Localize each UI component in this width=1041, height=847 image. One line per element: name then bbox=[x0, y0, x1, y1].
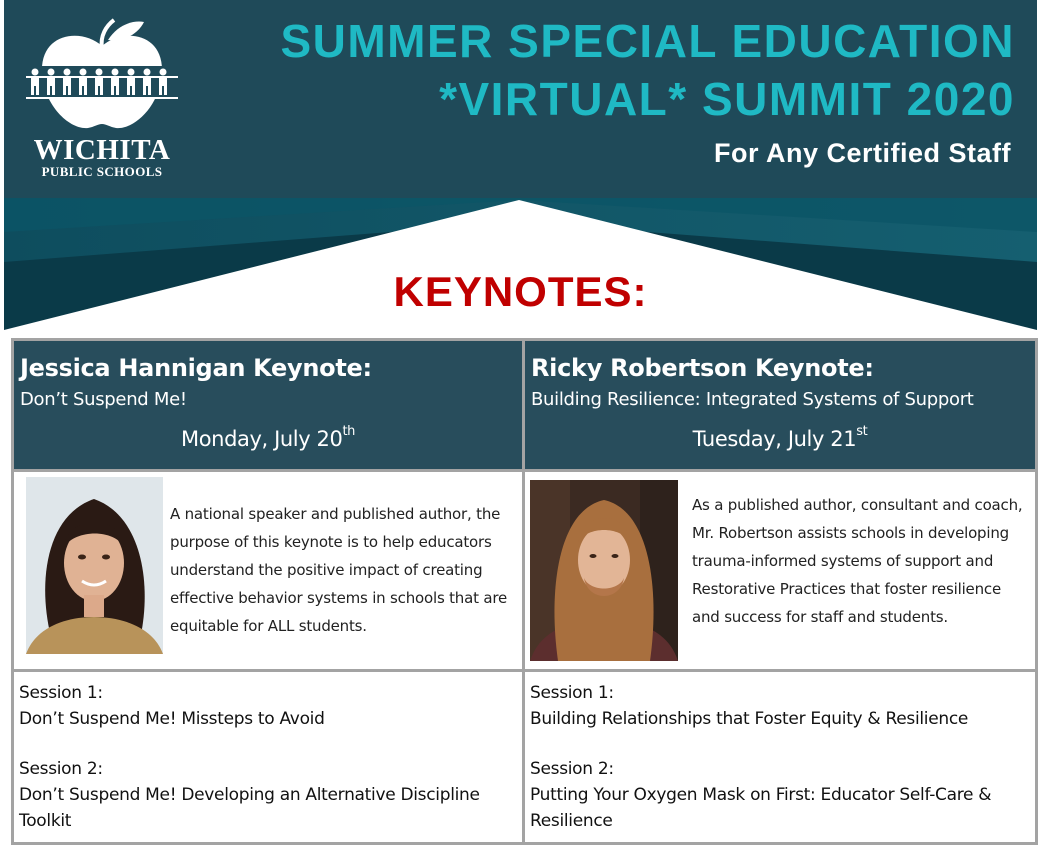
title-line-1: SUMMER SPECIAL EDUCATION bbox=[280, 15, 1015, 67]
keynote-session-row bbox=[13, 671, 1037, 844]
keynote-date-suffix: st bbox=[856, 424, 868, 439]
keynote-date bbox=[20, 424, 516, 451]
keynote-name: Ricky Robertson Keynote: bbox=[531, 354, 874, 382]
session-cell-hannigan bbox=[13, 671, 524, 844]
session-1-label: Session 1: bbox=[19, 683, 103, 703]
keynote-date-suffix: th bbox=[342, 424, 355, 439]
logo-word: WICHITA bbox=[33, 134, 171, 166]
session-1-title: Building Relationships that Foster Equity & Resilience bbox=[530, 709, 969, 729]
keynote-bio-row bbox=[13, 471, 1037, 671]
speaker-photo-hannigan bbox=[26, 477, 163, 654]
keynote-talk-title: Don’t Suspend Me! bbox=[20, 389, 187, 410]
speaker-bio: A national speaker and published author, the purpose of this keynote is to help educators understand the positive impact of creating effective behavior systems in schools that are equitable for ALL students. bbox=[170, 505, 508, 635]
session-2-title: Don’t Suspend Me! Developing an Alternative Discipline Toolkit bbox=[19, 785, 480, 831]
keynote-talk-title: Building Resilience: Integrated Systems of Support bbox=[531, 389, 974, 410]
session-cell-robertson bbox=[524, 671, 1037, 844]
keynote-date bbox=[531, 424, 1029, 451]
apple-logo-icon bbox=[22, 18, 182, 138]
title-line-2: *VIRTUAL* SUMMIT 2020 bbox=[439, 73, 1015, 125]
keynote-name: Jessica Hannigan Keynote: bbox=[20, 354, 372, 382]
session-2-label: Session 2: bbox=[19, 759, 103, 779]
logo-wordmark bbox=[22, 136, 182, 180]
session-2-label: Session 2: bbox=[530, 759, 614, 779]
session-2-title: Putting Your Oxygen Mask on First: Educator Self-Care & Resilience bbox=[530, 785, 992, 831]
keynote-date-text: Tuesday, July 21 bbox=[692, 427, 857, 451]
session-1-title: Don’t Suspend Me! Missteps to Avoid bbox=[19, 709, 325, 729]
keynotes-table bbox=[11, 338, 1038, 845]
bio-cell-robertson bbox=[524, 471, 1037, 671]
keynote-header-robertson bbox=[524, 340, 1037, 471]
speaker-photo-robertson bbox=[530, 480, 678, 661]
session-1-label: Session 1: bbox=[530, 683, 614, 703]
keynotes-heading: KEYNOTES: bbox=[393, 268, 648, 315]
keynote-date-text: Monday, July 20 bbox=[181, 427, 343, 451]
header-banner bbox=[4, 0, 1037, 330]
speaker-bio: As a published author, consultant and coach, Mr. Robertson assists schools in developing trauma-informed systems of support and Restorative Practices that foster resilience and success for staff and students. bbox=[692, 496, 1023, 626]
subtitle: For Any Certified Staff bbox=[713, 138, 1011, 168]
bio-cell-hannigan bbox=[13, 471, 524, 671]
keynote-header-row bbox=[13, 340, 1037, 471]
logo-sub: PUBLIC SCHOOLS bbox=[41, 164, 163, 179]
wichita-logo bbox=[22, 18, 182, 178]
keynote-header-hannigan bbox=[13, 340, 524, 471]
